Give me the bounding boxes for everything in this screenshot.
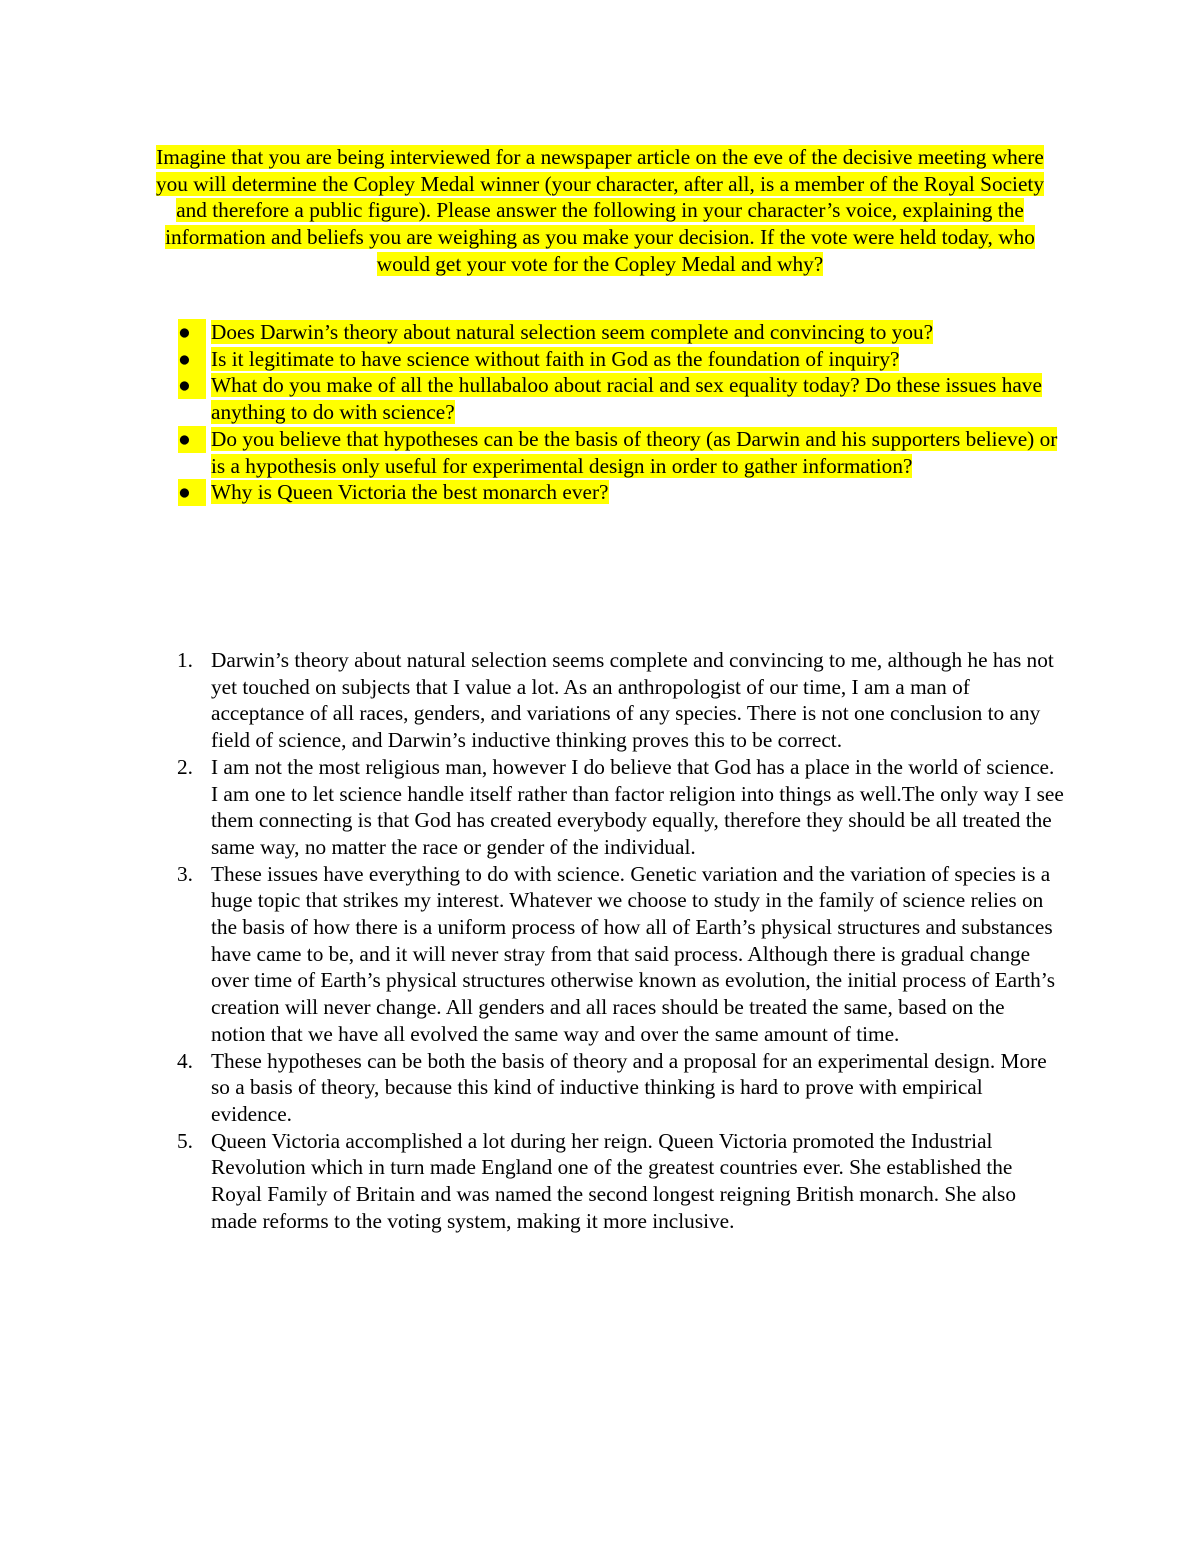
answer-item <box>144 647 1064 754</box>
answer-item <box>144 754 1064 861</box>
assignment-prompt <box>138 144 1062 278</box>
prompt-text: Imagine that you are being interviewed for a newspaper article on the eve of the decisive meeting where you will determine the Copley Medal winner (your character, after all, is a member of the Royal Society and therefore a public figure). Please answer the following in your character’s voice, explaining the information and beliefs you are weighing as you make your decision. If the vote were held today, who would get your vote for the Copley Medal and why? <box>156 145 1044 276</box>
answer-text: Queen Victoria accomplished a lot during her reign. Queen Victoria promoted the Industrial Revolution which in turn made England one of the greatest countries ever. She established the Royal Family of Britain and was named the second longest reigning British monarch. She also made reforms to the voting system, making it more inclusive. <box>211 1128 1016 1233</box>
bullet-icon: ● <box>178 426 206 453</box>
question-text: What do you make of all the hullabaloo about racial and sex equality today? Do these issues have anything to do with science? <box>211 373 1042 425</box>
answer-item <box>144 1048 1064 1128</box>
answer-list <box>144 647 1064 1234</box>
answer-item <box>144 1128 1064 1235</box>
question-text: Is it legitimate to have science without faith in God as the foundation of inquiry? <box>211 346 900 371</box>
answer-text: Darwin’s theory about natural selection seems complete and convincing to me, although he has not yet touched on subjects that I value a lot. As an anthropologist of our time, I am a man of acceptance of all races, genders, and variations of any species. There is not one conclusion to any field of science, and Darwin’s inductive thinking proves this to be correct. <box>211 648 1054 753</box>
question-item <box>144 372 1064 425</box>
answer-text: These issues have everything to do with science. Genetic variation and the variation of species is a huge topic that strikes my interest. Whatever we choose to study in the family of science relies on the basis of how there is a uniform process of how all of Earth’s physical structures and substances have came to be, and it will never stray from that said process. Although there is gradual change over time of Earth’s physical structures otherwise known as evolution, the initial process of Earth’s creation will never change. All genders and all races should be treated the same, based on the notion that we have all evolved the same way and over the same amount of time. <box>211 861 1055 1046</box>
question-text: Do you believe that hypotheses can be the basis of theory (as Darwin and his supporters believe) or is a hypothesis only useful for experimental design in order to gather information? <box>211 426 1058 478</box>
question-text: Does Darwin’s theory about natural selection seem complete and convincing to you? <box>211 320 934 344</box>
question-text: Why is Queen Victoria the best monarch ever? <box>211 480 609 505</box>
bullet-icon: ● <box>178 372 206 399</box>
question-list <box>144 319 1064 506</box>
bullet-icon: ● <box>178 479 206 506</box>
question-item <box>144 346 1064 373</box>
question-item <box>144 479 1064 506</box>
bullet-icon: ● <box>178 319 206 346</box>
bullet-icon: ● <box>178 346 206 373</box>
answer-number: 3. <box>177 861 193 886</box>
answer-text: I am not the most religious man, however I do believe that God has a place in the world of science. I am one to let science handle itself rather than factor religion into things as well.The only way I see them connecting is that God has created everybody equally, therefore they should be all treated the same way, no matter the race or gender of the individual. <box>211 754 1064 859</box>
answer-text: These hypotheses can be both the basis of theory and a proposal for an experimental design. More so a basis of theory, because this kind of inductive thinking is hard to prove with empirical evidence. <box>211 1048 1047 1126</box>
question-item <box>144 426 1064 479</box>
answer-number: 1. <box>177 648 193 672</box>
answer-number: 5. <box>177 1128 193 1153</box>
answer-number: 4. <box>177 1048 193 1073</box>
answer-number: 2. <box>177 754 193 779</box>
answer-item <box>144 861 1064 1048</box>
question-item <box>144 319 1064 346</box>
